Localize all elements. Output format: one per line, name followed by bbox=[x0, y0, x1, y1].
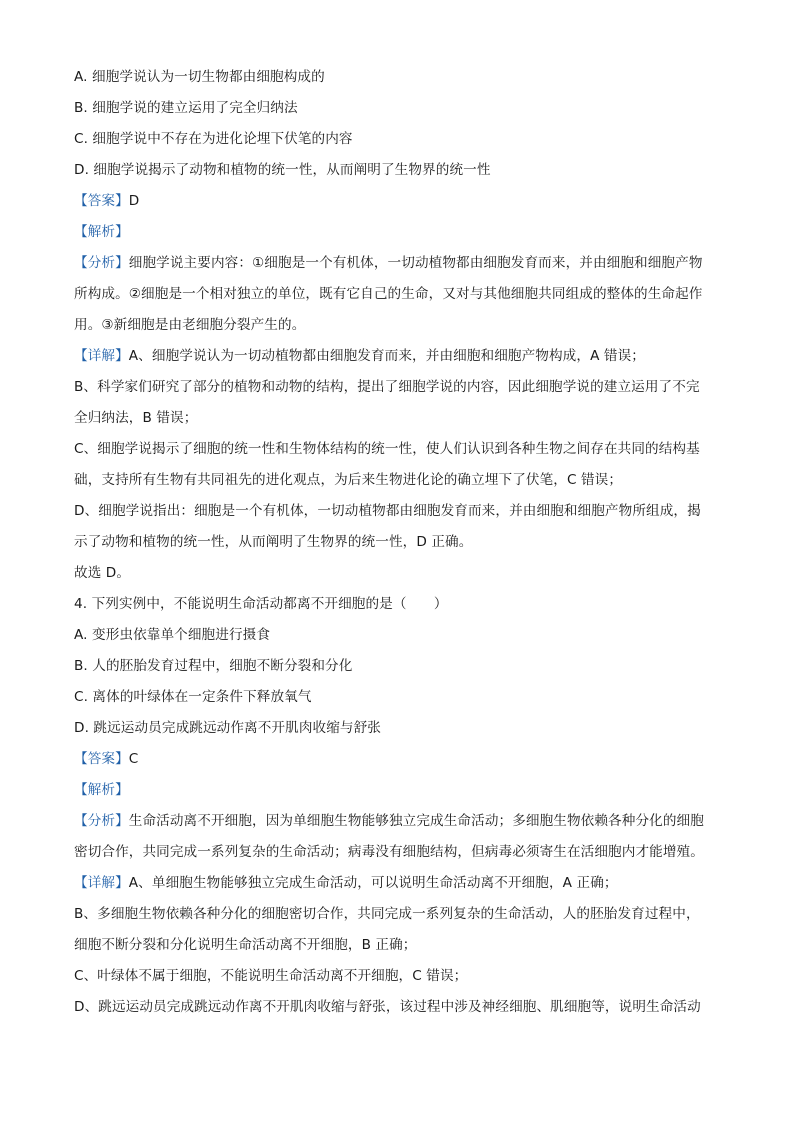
q3-fenxi-line-1 bbox=[74, 248, 724, 279]
q3-xiangjie-tag: 【详解】 bbox=[74, 348, 129, 364]
q3-fenxi-text-1: 细胞学说主要内容：①细胞是一个有机体，一切动植物都由细胞发育而来，并由细胞和细胞产物 bbox=[128, 255, 703, 271]
q4-xiangjie-line-1 bbox=[74, 868, 724, 899]
q3-xiangjie-line-3: 全归纳法，B 错误； bbox=[74, 410, 198, 426]
q4-stem: 4. 下列实例中，不能说明生命活动都离不开细胞的是（ ） bbox=[74, 596, 448, 612]
q4-option-b: B. 人的胚胎发育过程中，细胞不断分裂和分化 bbox=[74, 658, 353, 674]
q3-jiexi bbox=[74, 217, 724, 248]
q4-xiangjie-line-5: D、跳远运动员完成跳远动作离不开肌肉收缩与舒张，该过程中涉及神经细胞、肌细胞等，说明生命活动 bbox=[74, 999, 701, 1015]
q3-answer bbox=[74, 186, 724, 217]
q3-fenxi-line-2: 所构成。②细胞是一个相对独立的单位，既有它自己的生命，又对与其他细胞共同组成的整体的生命起作 bbox=[74, 286, 703, 302]
q3-jiexi-tag: 【解析】 bbox=[74, 224, 129, 240]
q3-answer-value: D bbox=[128, 193, 140, 209]
q3-conclusion: 故选 D。 bbox=[74, 565, 131, 581]
q4-option-a: A. 变形虫依靠单个细胞进行摄食 bbox=[74, 627, 271, 643]
q4-xiangjie-line-2: B、多细胞生物依赖各种分化的细胞密切合作，共同完成一系列复杂的生命活动，人的胚胎发育过程中， bbox=[74, 906, 700, 922]
q3-option-d: D. 细胞学说揭示了动物和植物的统一性，从而阐明了生物界的统一性 bbox=[74, 162, 491, 178]
q3-xiangjie-line-5: 础，支持所有生物有共同祖先的进化观点，为后来生物进化论的确立埋下了伏笔，C 错误； bbox=[74, 472, 623, 488]
q3-answer-tag: 【答案】 bbox=[74, 193, 129, 209]
q3-option-c: C. 细胞学说中不存在为进化论埋下伏笔的内容 bbox=[74, 131, 353, 147]
q4-fenxi-tag: 【分析】 bbox=[74, 813, 129, 829]
q4-answer bbox=[74, 744, 724, 775]
q4-jiexi-tag: 【解析】 bbox=[74, 782, 129, 798]
q4-xiangjie-text-1: A、单细胞生物能够独立完成生命活动，可以说明生命活动离不开细胞，A 正确； bbox=[128, 875, 618, 891]
q4-xiangjie-line-3: 细胞不断分裂和分化说明生命活动离不开细胞，B 正确； bbox=[74, 937, 417, 953]
q3-xiangjie-text-1: A、细胞学说认为一切动植物都由细胞发育而来，并由细胞和细胞产物构成，A 错误； bbox=[128, 348, 645, 364]
q4-xiangjie-line-4: C、叶绿体不属于细胞，不能说明生命活动离不开细胞，C 错误； bbox=[74, 968, 468, 984]
q3-xiangjie-line-7: 示了动物和植物的统一性，从而阐明了生物界的统一性，D 正确。 bbox=[74, 534, 473, 550]
q4-fenxi-text-1: 生命活动离不开细胞，因为单细胞生物能够独立完成生命活动；多细胞生物依赖各种分化的细胞 bbox=[128, 813, 704, 829]
q3-fenxi-tag: 【分析】 bbox=[74, 255, 129, 271]
q3-option-a: A. 细胞学说认为一切生物都由细胞构成的 bbox=[74, 69, 325, 85]
q4-option-d: D. 跳远运动员完成跳远动作离不开肌肉收缩与舒张 bbox=[74, 720, 381, 736]
q4-option-c: C. 离体的叶绿体在一定条件下释放氧气 bbox=[74, 689, 312, 705]
q4-fenxi-line-1 bbox=[74, 806, 724, 837]
q4-xiangjie-tag: 【详解】 bbox=[74, 875, 129, 891]
q4-jiexi bbox=[74, 775, 724, 806]
q4-fenxi-line-2: 密切合作，共同完成一系列复杂的生命活动；病毒没有细胞结构，但病毒必须寄生在活细胞内才能增殖。 bbox=[74, 844, 704, 860]
document-page bbox=[74, 62, 724, 1023]
q4-answer-tag: 【答案】 bbox=[74, 751, 129, 767]
q3-xiangjie-line-2: B、科学家们研究了部分的植物和动物的结构，提出了细胞学说的内容，因此细胞学说的建立运用了不完 bbox=[74, 379, 700, 395]
q3-xiangjie-line-4: C、细胞学说揭示了细胞的统一性和生物体结构的统一性，使人们认识到各种生物之间存在共同的结构基 bbox=[74, 441, 700, 457]
q4-answer-value: C bbox=[128, 751, 139, 767]
q3-option-b: B. 细胞学说的建立运用了完全归纳法 bbox=[74, 100, 298, 116]
q3-xiangjie-line-6: D、细胞学说指出：细胞是一个有机体，一切动植物都由细胞发育而来，并由细胞和细胞产物所组成，揭 bbox=[74, 503, 701, 519]
q3-fenxi-line-3: 用。③新细胞是由老细胞分裂产生的。 bbox=[74, 317, 306, 333]
q3-xiangjie-line-1 bbox=[74, 341, 724, 372]
